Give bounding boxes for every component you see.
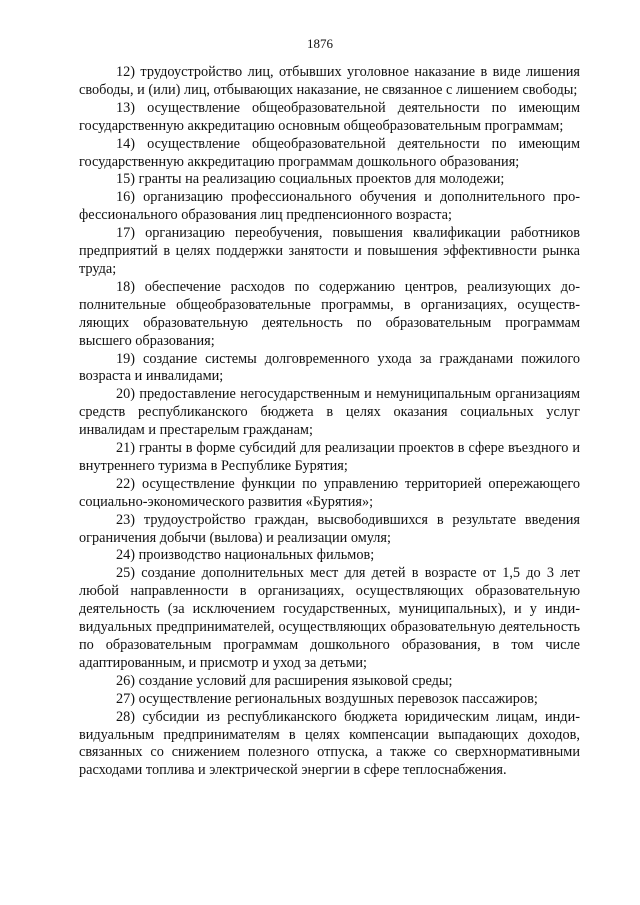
list-item-25: 25) создание дополнительных мест для детей в возрасте от 1,5 до 3 лет любой направленности в организациях, осуществляющих образовательную деятельность (за исключением государственных, муниципальных), и у индивидуальных предпринимателей, осуществляющих образовательную деятельность по образовательным программам дошкольного образования, в том числе адаптированным, и присмотр и уход за детьми;: [79, 565, 580, 671]
list-item-21: 21) гранты в форме субсидий для реализации проектов в сфере въездного и внутреннего туризма в Республике Бурятия;: [79, 440, 580, 474]
list-item-17: 17) организацию переобучения, повышения квалификации работников предприятий в целях поддержки занятости и повышения эффективности рынка труда;: [79, 225, 580, 277]
list-item-26: 26) создание условий для расширения языковой среды;: [116, 672, 453, 689]
list-item-24: 24) производство национальных фильмов;: [116, 547, 375, 564]
list-item-14: 14) осуществление общеобразовательной деятельности по имеющим государственную аккредитацию программам дошкольного образования;: [79, 135, 580, 170]
page-number: 1876: [307, 36, 333, 51]
list-item-22: 22) осуществление функции по управлению территорией опережающего социально-экономического развития «Бурятия»;: [79, 475, 580, 510]
list-item-13: 13) осуществление общеобразовательной деятельности по имеющим государственную аккредитацию основным общеобразовательным программам;: [79, 99, 580, 134]
list-body: [79, 64, 580, 780]
list-item-18: 18) обеспечение расходов по содержанию центров, реализующих дополнительные общеобразовательные программы, в организациях, осуществляющих образовательную деятельность по образовательным программам высшего образования;: [79, 278, 580, 349]
list-item-15: 15) гранты на реализацию социальных проектов для молодежи;: [116, 171, 505, 188]
list-item-20: 20) предоставление негосударственным и немуниципальным организациям средств республиканского бюджета в целях оказания социальных услуг инвалидам и престарелым гражданам;: [79, 386, 580, 439]
list-item-23: 23) трудоустройство граждан, высвободившихся в результате введения ограничения добычи (вылова) и реализации омуля;: [79, 511, 580, 546]
list-item-16: 16) организацию профессионального обучения и дополнительного профессионального образования лиц предпенсионного возраста;: [79, 189, 580, 224]
list-item-19: 19) создание системы долговременного ухода за гражданами пожилого возраста и инвалидами;: [79, 350, 580, 385]
list-item-12: 12) трудоустройство лиц, отбывших уголовное наказание в виде лишения свободы, и (или) лиц, отбывающих наказание, не связанное с лишением свободы;: [79, 64, 580, 98]
list-item-27: 27) осуществление региональных воздушных перевозок пассажиров;: [116, 690, 538, 707]
list-item-28: 28) субсидии из республиканского бюджета юридическим лицам, индивидуальным предпринимателям в целях компенсации выпадающих доходов, связанных со снижением полезного отпуска, а также со сверхнормативными расходами топлива и электрической энергии в сфере теплоснабжения.: [79, 708, 580, 779]
